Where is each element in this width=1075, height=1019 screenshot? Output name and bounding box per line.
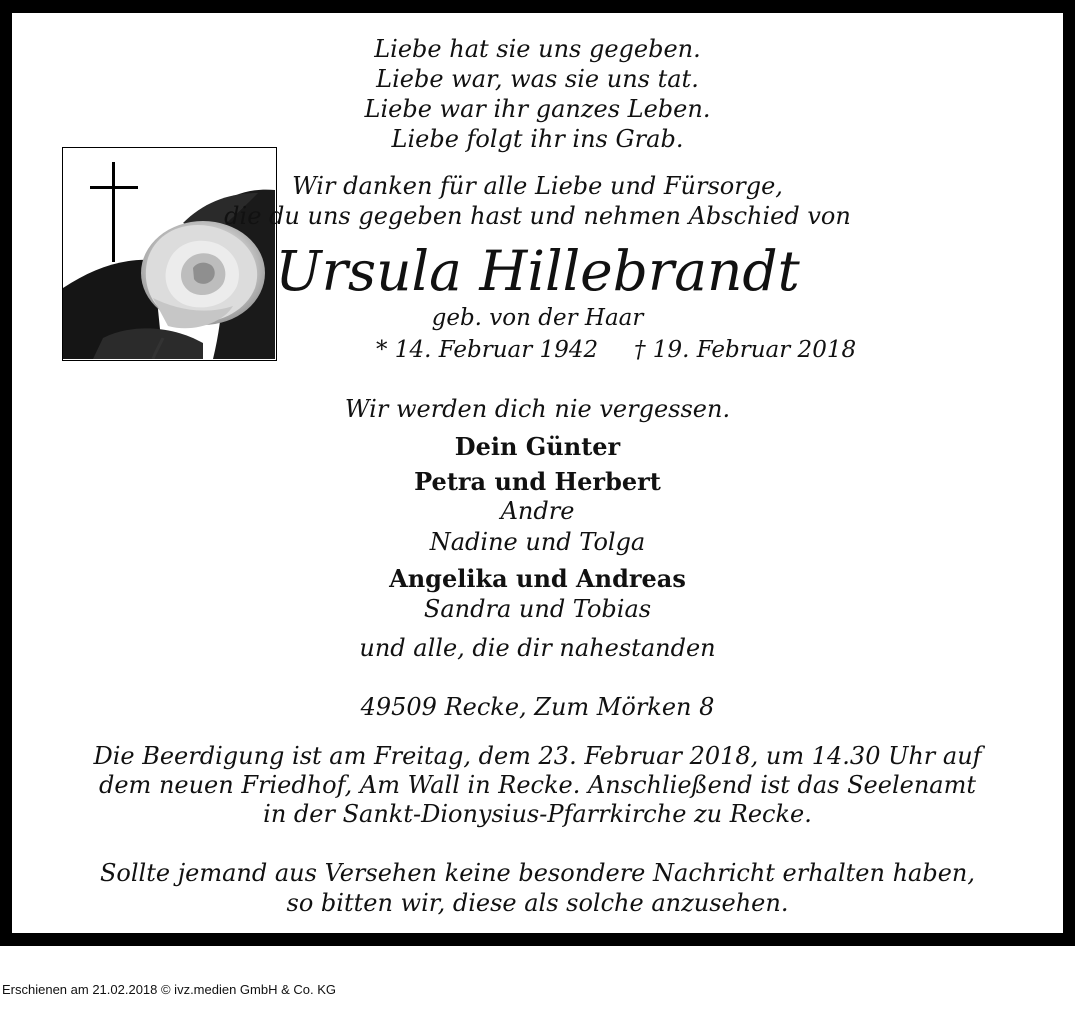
maiden-name: geb. von der Haar xyxy=(431,305,644,331)
mourner-angelika-andreas: Angelika und Andreas xyxy=(389,564,686,593)
death-date: † 19. Februar 2018 xyxy=(634,337,857,363)
verse-line-4: Liebe folgt ihr ins Grab. xyxy=(391,125,684,153)
mourner-others: und alle, die dir nahestanden xyxy=(359,634,716,662)
notice-line-1: Sollte jemand aus Versehen keine besondere Nachricht erhalten haben, xyxy=(99,859,976,887)
mourner-andre: Andre xyxy=(500,497,575,525)
verse-line-1: Liebe hat sie uns gegeben. xyxy=(374,35,701,63)
mourner-nadine-tolga: Nadine und Tolga xyxy=(429,528,646,556)
funeral-line-3: in der Sankt-Dionysius-Pfarrkirche zu Recke. xyxy=(263,800,812,828)
verse-line-3: Liebe war ihr ganzes Leben. xyxy=(364,95,711,123)
mourner-guenter: Dein Günter xyxy=(454,432,621,461)
address: 49509 Recke, Zum Mörken 8 xyxy=(360,693,715,721)
remembrance-text: Wir werden dich nie vergessen. xyxy=(344,395,731,423)
thanks-line-2: die du uns gegeben hast und nehmen Abschied von xyxy=(224,202,851,230)
verse-line-2: Liebe war, was sie uns tat. xyxy=(376,65,699,93)
mourner-petra-herbert: Petra und Herbert xyxy=(414,467,661,496)
deceased-name: Ursula Hillebrandt xyxy=(275,239,800,303)
thanks-line-1: Wir danken für alle Liebe und Fürsorge, xyxy=(292,172,783,200)
funeral-line-2: dem neuen Friedhof, Am Wall in Recke. Anschließend ist das Seelenamt xyxy=(98,771,976,799)
publication-footer: Erschienen am 21.02.2018 © ivz.medien GmbH & Co. KG xyxy=(2,982,337,997)
birth-date: * 14. Februar 1942 xyxy=(376,337,599,363)
life-dates xyxy=(0,337,1075,367)
funeral-line-1: Die Beerdigung ist am Freitag, dem 23. Februar 2018, um 14.30 Uhr auf xyxy=(93,742,982,770)
mourner-sandra-tobias: Sandra und Tobias xyxy=(423,595,652,623)
notice-line-2: so bitten wir, diese als solche anzusehen. xyxy=(286,889,789,917)
